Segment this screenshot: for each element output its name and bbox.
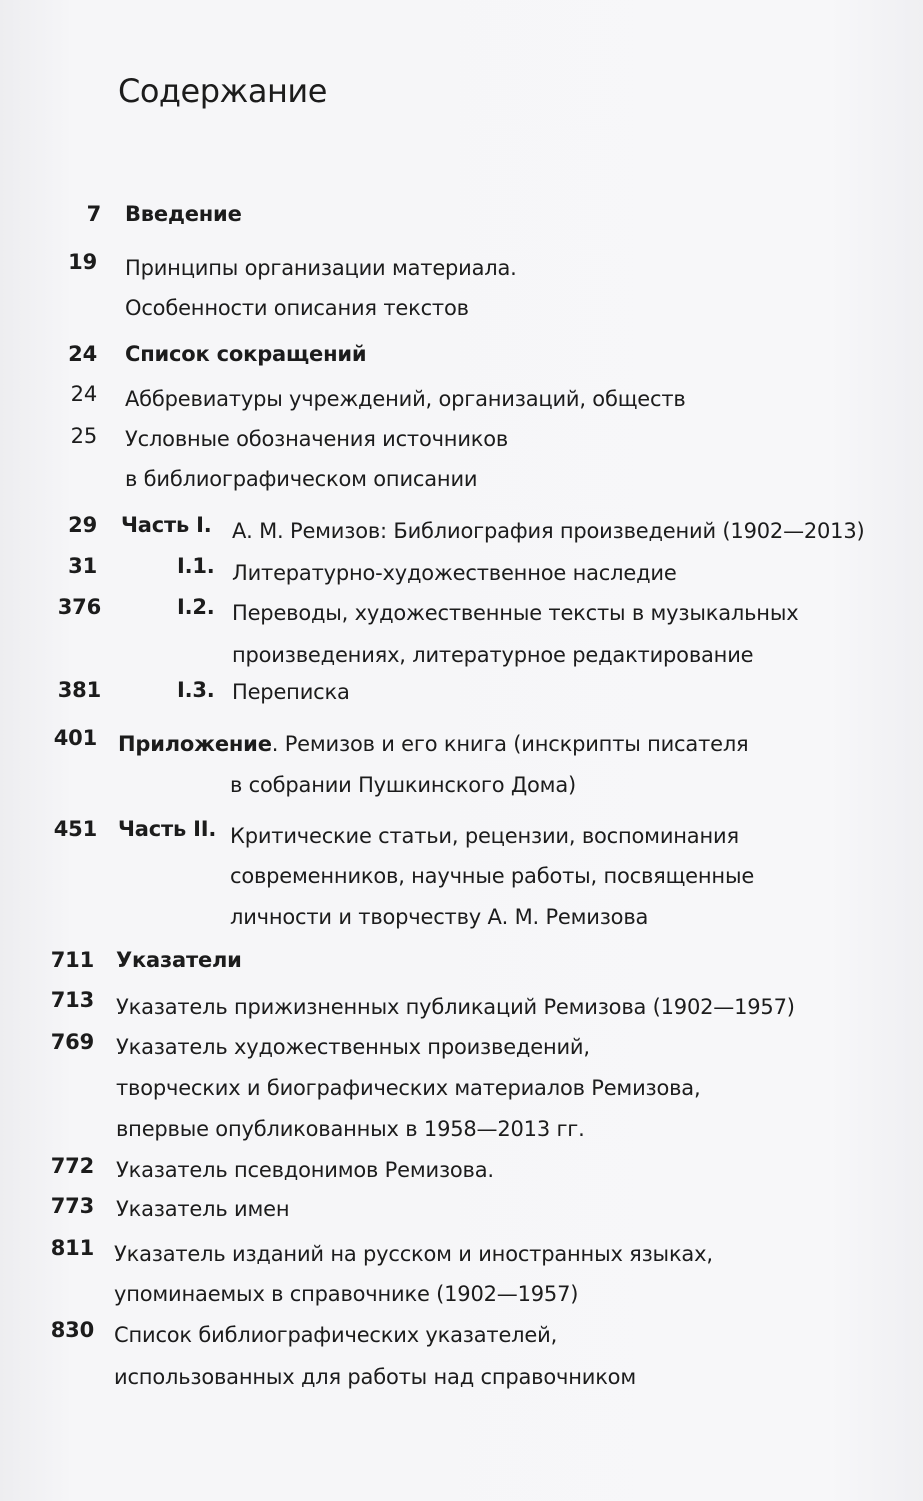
page-number: 772 [50,1154,94,1178]
entry-title-continued: в собрании Пушкинского Дома) [230,773,576,797]
entry-title-continued: впервые опубликованных в 1958—2013 гг. [116,1117,585,1141]
entry-title-continued: Особенности описания текстов [125,296,469,320]
page-number: 7 [86,202,101,226]
entry-title: А. М. Ремизов: Библиография произведений (1902—2013) [232,519,865,543]
entry-title: Указатель имен [116,1197,290,1221]
entry-title: Указатель псевдонимов Ремизова. [116,1158,494,1182]
entry-title: Указатели [116,948,242,972]
section-label: I.3. [177,678,215,702]
page-number: 451 [53,817,97,841]
part-label: Часть II. [118,817,217,841]
section-label: I.1. [177,554,215,578]
appendix-title: . Ремизов и его книга (инскрипты писателя [271,732,749,756]
entry-title: Указатель прижизненных публикаций Ремизова (1902—1957) [116,995,795,1019]
page-title: Содержание [118,72,327,110]
page-number: 811 [50,1236,94,1260]
entry-title: Список библиографических указателей, [114,1323,558,1347]
entry-title: Переводы, художественные тексты в музыкальных [232,601,799,625]
page-number: 830 [50,1318,94,1342]
section-label: I.2. [177,595,215,619]
appendix-label: Приложение [118,732,272,756]
page-number: 24 [68,342,97,366]
entry-title: Условные обозначения источников [125,427,509,451]
page-number: 381 [57,678,101,702]
entry-title: Указатель художественных произведений, [116,1035,590,1059]
entry-title: Литературно-художественное наследие [232,561,677,585]
page-number: 711 [50,948,94,972]
entry-title: Принципы организации материала. [125,256,517,280]
entry-title: Введение [125,202,242,226]
page-number: 773 [50,1194,94,1218]
entry-title: Аббревиатуры учреждений, организаций, обществ [125,387,686,411]
page-number: 25 [70,424,97,448]
page-number: 31 [68,554,97,578]
entry-title: Указатель изданий на русском и иностранных языках, [114,1242,713,1266]
entry-title-continued: в библиографическом описании [125,467,478,491]
page-number: 19 [68,250,97,274]
page-number: 401 [53,726,97,750]
entry-title-continued: упоминаемых в справочнике (1902—1957) [114,1282,579,1306]
appendix-heading [118,731,748,757]
page-number: 29 [68,513,97,537]
entry-title-continued: использованных для работы над справочником [114,1365,636,1389]
entry-title-continued: произведениях, литературное редактирование [232,643,754,667]
entry-title-continued: современников, научные работы, посвященные [230,864,755,888]
entry-title-continued: творческих и биографических материалов Ремизова, [116,1076,701,1100]
page-number: 376 [57,595,101,619]
entry-title-continued: личности и творчеству А. М. Ремизова [230,905,649,929]
entry-title: Критические статьи, рецензии, воспоминания [230,824,739,848]
page-number: 769 [50,1030,94,1054]
entry-title: Переписка [232,680,350,704]
page-number: 713 [50,988,94,1012]
part-label: Часть I. [121,513,212,537]
page-number: 24 [70,382,97,406]
entry-title: Список сокращений [125,342,367,366]
